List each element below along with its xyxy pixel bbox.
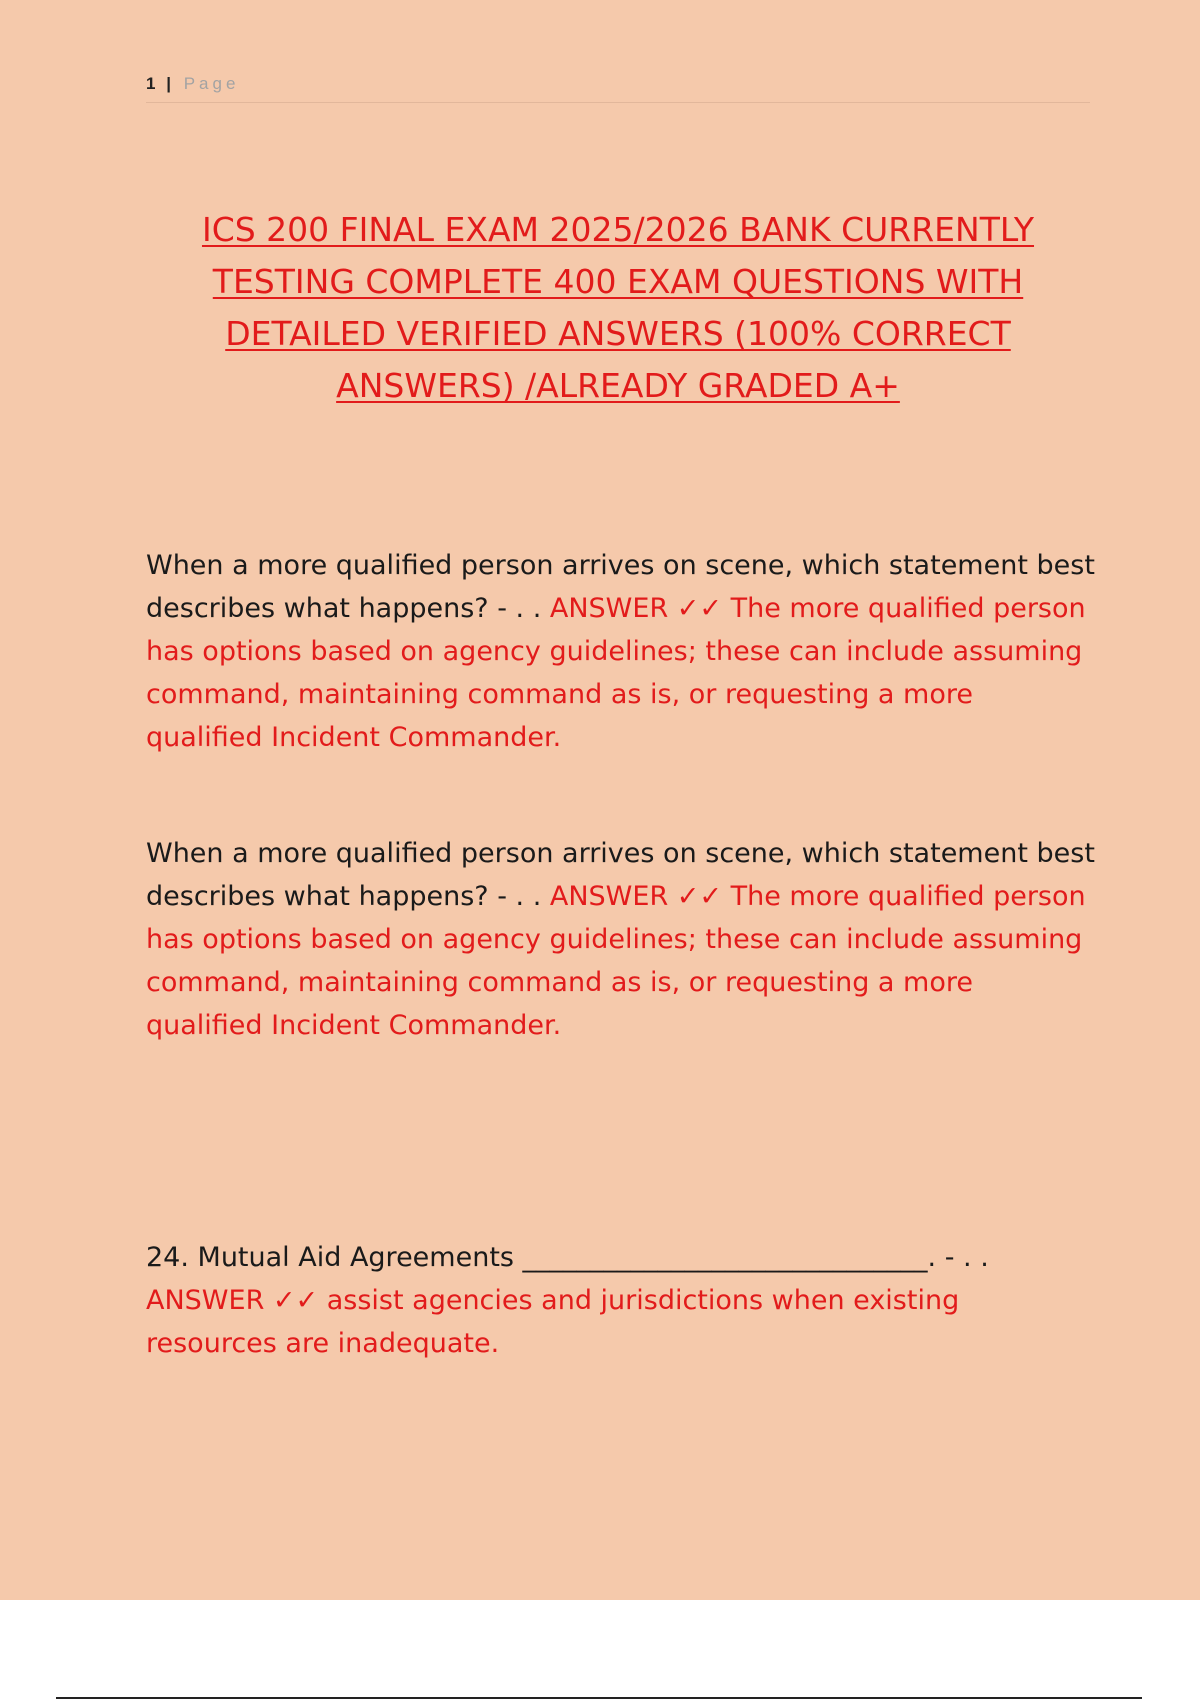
page-number: 1 bbox=[146, 74, 158, 93]
document-title: ICS 200 FINAL EXAM 2025/2026 BANK CURRENTLY TESTING COMPLETE 400 EXAM QUESTIONS WITH DETAILED VERIFIED ANSWERS (100% CORRECT ANSWERS) /ALREADY GRADED A+ bbox=[201, 210, 1035, 405]
page-label: Page bbox=[183, 74, 240, 93]
page-separator: | bbox=[166, 74, 173, 93]
answer-text: ANSWER ✓✓ assist agencies and jurisdictions when existing resources are inadequate. bbox=[146, 1285, 960, 1359]
qa-item bbox=[146, 1236, 1096, 1365]
question-text: When a more qualified person arrives on scene, which statement best describes what happens? - . . bbox=[146, 550, 1095, 624]
qa-item bbox=[146, 544, 1096, 759]
answer-text: ANSWER ✓✓ The more qualified person has options based on agency guidelines; these can include assuming command, maintaining command as is, or requesting a more qualified Incident Commander. bbox=[146, 593, 1086, 753]
page-header bbox=[146, 74, 1090, 103]
qa-item bbox=[146, 832, 1096, 1047]
page-bottom-divider bbox=[56, 1697, 1142, 1699]
question-text: When a more qualified person arrives on scene, which statement best describes what happens? - . . bbox=[146, 838, 1095, 912]
question-text: 24. Mutual Aid Agreements ______________________________. - . . bbox=[146, 1242, 989, 1273]
answer-text: ANSWER ✓✓ The more qualified person has options based on agency guidelines; these can include assuming command, maintaining command as is, or requesting a more qualified Incident Commander. bbox=[146, 881, 1086, 1041]
